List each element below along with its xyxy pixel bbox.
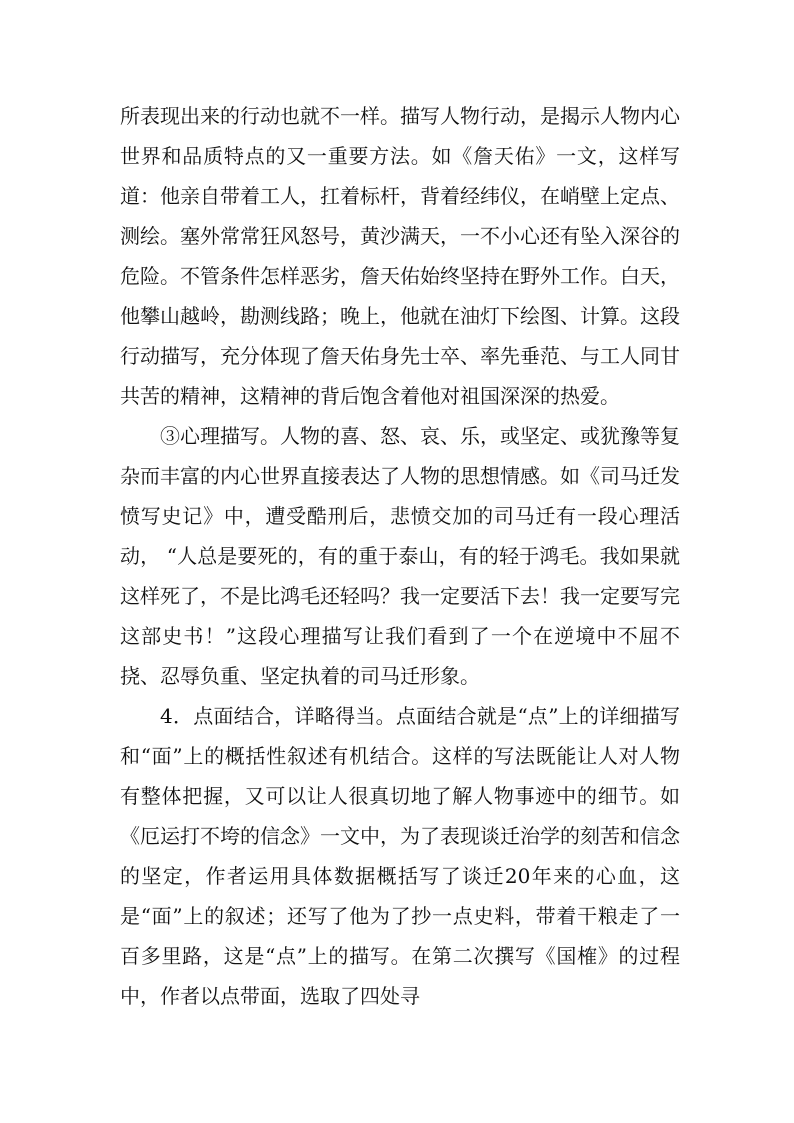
paragraph-action-description: 所表现出来的行动也就不一样。描写人物行动，是揭示人物内心世界和品质特点的又一重要方法。如《詹天佑》一文，这样写道：他亲自带着工人，扛着标杆，背着经纬仪，在峭壁上定点、测绘。塞外常常狂风怒号，黄沙满天，一不小心还有坠入深谷的危险。不管条件怎样恶劣，詹天佑始终坚持在野外工作。白天，他攀山越岭，勘测线路；晚上，他就在油灯下绘图、计算。这段行动描写，充分体现了詹天佑身先士卒、率先垂范、与工人同甘共苦的精神，这精神的背后饱含着他对祖国深深的热爱。 — [120, 104, 680, 408]
paragraph-point-and-surface: 4．点面结合，详略得当。点面结合就是“点”上的详细描写和“面”上的概括性叙述有机结合。这样的写法既能让人对人物有整体把握，又可以让人很真切地了解人物事迹中的细节。如《厄运打不垮的信念》一文中，为了表现谈迁治学的刻苦和信念的坚定，作者运用具体数据概括写了谈迁20年来的心血，这是“面”上的叙述；还写了他为了抄一点史料，带着干粮走了一百多里路，这是“点”上的描写。在第二次撰写《国榷》的过程中，作者以点带面，选取了四处寻 — [120, 704, 680, 1008]
body-text — [120, 96, 680, 1016]
paragraph-psychological-description: ③心理描写。人物的喜、怒、哀、乐，或坚定、或犹豫等复杂而丰富的内心世界直接表达了人物的思想情感。如《司马迁发愤写史记》中，遭受酷刑后，悲愤交加的司马迁有一段心理活动， “人总是要死的，有的重于泰山，有的轻于鸿毛。我如果就这样死了，不是比鸿毛还轻吗？我一定要活下去！我一定要写完这部史书！”这段心理描写让我们看到了一个在逆境中不屈不挠、忍辱负重、坚定执着的司马迁形象。 — [120, 424, 680, 688]
